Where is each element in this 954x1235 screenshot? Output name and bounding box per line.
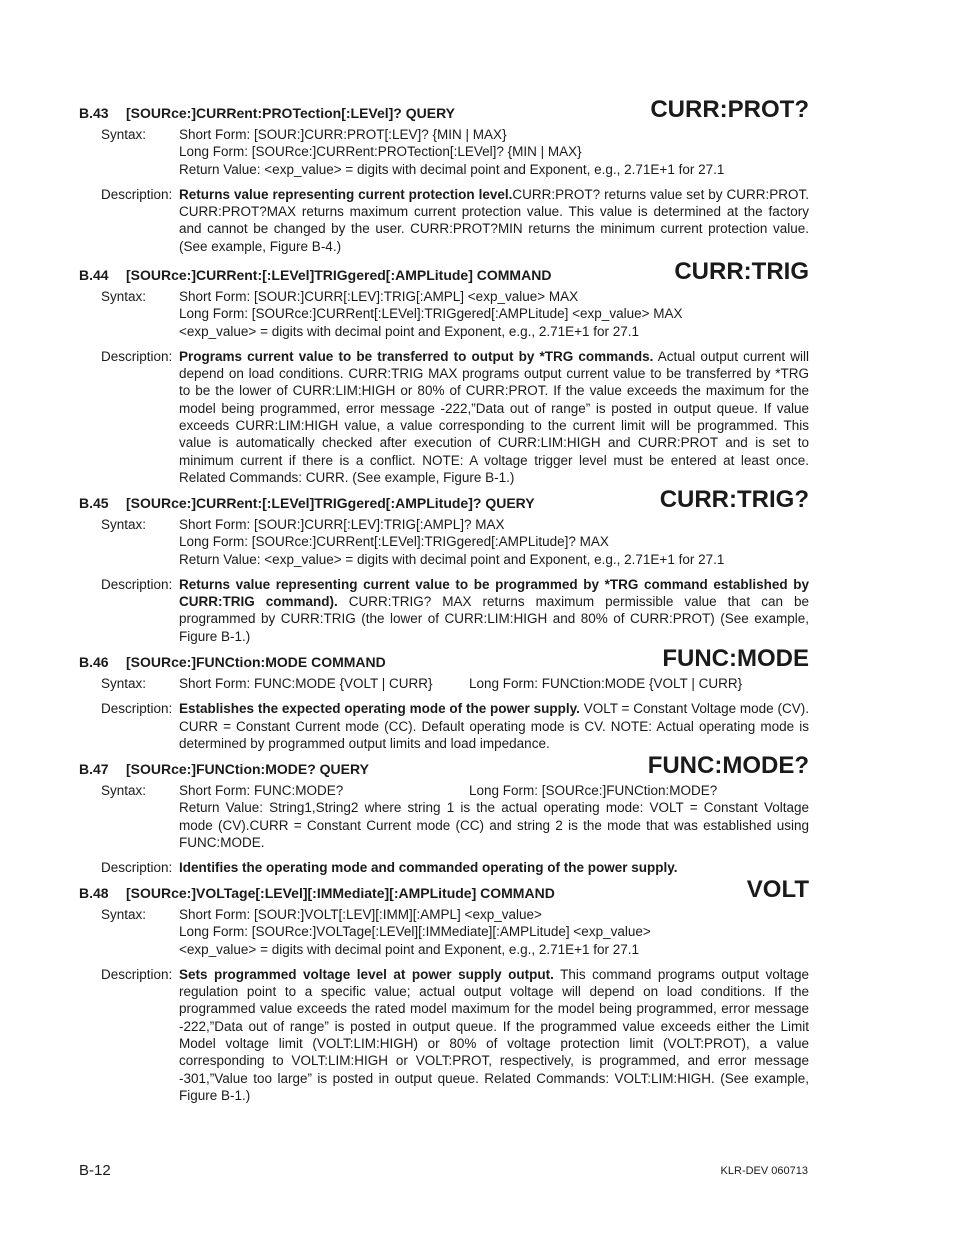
section-header: [79, 487, 809, 511]
description-text: Sets programmed voltage level at power supply output. This command programs output voltage regulation point to a specific value; actual output voltage will depend on load conditions. If the programmed value exceeds the rated model maximum for the model being programmed, error message -222,”Data out of range” is posted in output queue. If the programmed value exceeds either the Limit Model voltage limit (VOLT:LIM:HIGH) or 80% of voltage protection limit (VOLT:PROT), a value corresponding to VOLT:LIM:HIGH or VOLT:PROT, respectively, is programmed, and error message -301,”Value too large” is posted in output queue. Related Commands: VOLT:LIM:HIGH. (See example, Figure B-1.): [179, 966, 809, 1103]
short-form: Short Form: FUNC:MODE {VOLT | CURR}: [179, 676, 433, 691]
syntax-label: Syntax:: [101, 517, 147, 532]
section-header: [79, 753, 809, 777]
section-b48: [79, 877, 809, 1104]
syntax-line: [179, 782, 809, 799]
syntax-block: [79, 516, 809, 568]
section-b43: [79, 97, 809, 255]
description-block: [79, 348, 809, 486]
description-text: Identifies the operating mode and commanded operating of the power supply.: [179, 860, 678, 876]
syntax-line: Return Value: <exp_value> = digits with decimal point and Exponent, e.g., 2.71E+1 for 27.1: [179, 551, 725, 567]
description-text: Returns value representing current value to be programmed by *TRG command established by CURR:TRIG command). CURR:TRIG? MAX returns maximum permissible value that can be programmed by CURR:TRIG (the lower of CURR:LIM:HIGH and 80% of CURR:PROT) (See example, Figure B-1.): [179, 576, 809, 644]
syntax-block: [79, 126, 809, 178]
command-name: CURR:TRIG: [674, 258, 809, 285]
section-title: B.46 [SOURce:]FUNCtion:MODE COMMAND: [79, 654, 386, 670]
syntax-line: Short Form: [SOUR:]CURR[:LEV]:TRIG[:AMPL]? MAX: [179, 517, 505, 532]
description-label: Description:: [101, 860, 173, 876]
description-label: Description:: [101, 186, 173, 202]
description-label: Description:: [101, 701, 173, 717]
long-form: Long Form: [SOURce:]FUNCtion:MODE?: [469, 783, 718, 798]
syntax-line: Long Form: [SOURce:]CURRent[:LEVel]:TRIGgered[:AMPLitude]? MAX: [179, 534, 609, 550]
syntax-line: Long Form: [SOURce:]CURRent[:LEVel]:TRIGgered[:AMPLitude] <exp_value> MAX: [179, 306, 683, 322]
syntax-label: Syntax:: [101, 289, 147, 304]
section-b47: [79, 753, 809, 876]
description-text: Returns value representing current protection level.CURR:PROT? returns value set by CURR:PROT. CURR:PROT?MAX returns maximum current protection value. This value is determined at the factory and cannot be changed by the user. CURR:PROT?MIN returns the minimum current protection value. (See example, Figure B-4.): [179, 186, 809, 254]
syntax-label: Syntax:: [101, 907, 147, 922]
section-b46: [79, 646, 809, 752]
description-block: [79, 859, 809, 876]
return-value: Return Value: String1,String2 where string 1 is the actual operating mode: VOLT = Constant Voltage mode (CV).CURR = Constant Current mode (CC) and string 2 is the mode that was established using FUNC:MODE.: [179, 800, 809, 850]
command-name: CURR:TRIG?: [659, 486, 809, 513]
syntax-line: Short Form: [SOUR:]CURR[:LEV]:TRIG[:AMPL] <exp_value> MAX: [179, 289, 579, 304]
syntax-line: <exp_value> = digits with decimal point and Exponent, e.g., 2.71E+1 for 27.1: [179, 323, 640, 339]
long-form: Long Form: FUNCtion:MODE {VOLT | CURR}: [469, 676, 743, 691]
syntax-line: Short Form: [SOUR:]CURR:PROT[:LEV]? {MIN | MAX}: [179, 127, 507, 142]
section-title: B.44 [SOURce:]CURRent:[:LEVel]TRIGgered[:AMPLitude] COMMAND: [79, 267, 552, 283]
syntax-label: Syntax:: [101, 676, 147, 691]
description-label: Description:: [101, 576, 173, 592]
syntax-block: [79, 675, 809, 692]
syntax-label: Syntax:: [101, 783, 147, 798]
syntax-line: [179, 675, 809, 692]
syntax-label: Syntax:: [101, 127, 147, 142]
command-name: CURR:PROT?: [650, 96, 809, 123]
syntax-line: Long Form: [SOURce:]VOLTage[:LEVel][:IMMediate][:AMPLitude] <exp_value>: [179, 924, 651, 940]
short-form: Short Form: FUNC:MODE?: [179, 783, 344, 798]
description-label: Description:: [101, 348, 173, 364]
syntax-block: [79, 782, 809, 851]
description-text: Establishes the expected operating mode of the power supply. VOLT = Constant Voltage mode (CV). CURR = Constant Current mode (CC). Default operating mode is CV. NOTE: Actual operating mode is determined by programmed output limits and load impedance.: [179, 701, 810, 751]
section-header: [79, 97, 809, 121]
section-header: [79, 259, 809, 283]
description-label: Description:: [101, 966, 173, 982]
syntax-line: <exp_value> = digits with decimal point and Exponent, e.g., 2.71E+1 for 27.1: [179, 941, 640, 957]
description-block: [79, 966, 809, 1104]
command-name: VOLT: [746, 876, 809, 903]
page-number: B-12: [79, 1162, 111, 1179]
command-name: FUNC:MODE: [662, 645, 809, 672]
section-title: B.47 [SOURce:]FUNCtion:MODE? QUERY: [79, 761, 369, 777]
section-header: [79, 877, 809, 901]
syntax-block: [79, 288, 809, 340]
section-b45: [79, 487, 809, 645]
syntax-block: [79, 906, 809, 958]
section-title: B.43 [SOURce:]CURRent:PROTection[:LEVel]? QUERY: [79, 105, 456, 121]
document-id: KLR-DEV 060713: [720, 1165, 808, 1177]
section-title: B.48 [SOURce:]VOLTage[:LEVel][:IMMediate][:AMPLitude] COMMAND: [79, 885, 555, 901]
section-title: B.45 [SOURce:]CURRent:[:LEVel]TRIGgered[:AMPLitude]? QUERY: [79, 495, 535, 511]
syntax-line: Short Form: [SOUR:]VOLT[:LEV][:IMM][:AMPL] <exp_value>: [179, 907, 542, 922]
section-b44: [79, 259, 809, 486]
description-block: [79, 186, 809, 255]
command-name: FUNC:MODE?: [647, 752, 809, 779]
syntax-line: Return Value: <exp_value> = digits with decimal point and Exponent, e.g., 2.71E+1 for 27.1: [179, 161, 725, 177]
section-header: [79, 646, 809, 670]
description-block: [79, 576, 809, 645]
syntax-line: Long Form: [SOURce:]CURRent:PROTection[:LEVel]? {MIN | MAX}: [179, 144, 582, 160]
description-text: Programs current value to be transferred to output by *TRG commands. Actual output current will depend on load conditions. CURR:TRIG MAX programs output current value to be transferred by *TRG to be the lower of CURR:LIM:HIGH or 80% of CURR:PROT. If the value exceeds the maximum for the model being programmed, error message -222,”Data out of range” is posted in output queue. If value exceeds CURR:LIM:HIGH value, a value corresponding to the current limit will be programmed. This value is automatically checked after execution of CURR:LIM:HIGH and CURR:PROT and is set to minimum current if there is a conflict. NOTE: A voltage trigger level must be entered at least once. Related Commands: CURR. (See example, Figure B-1.): [179, 348, 809, 485]
description-block: [79, 700, 809, 752]
